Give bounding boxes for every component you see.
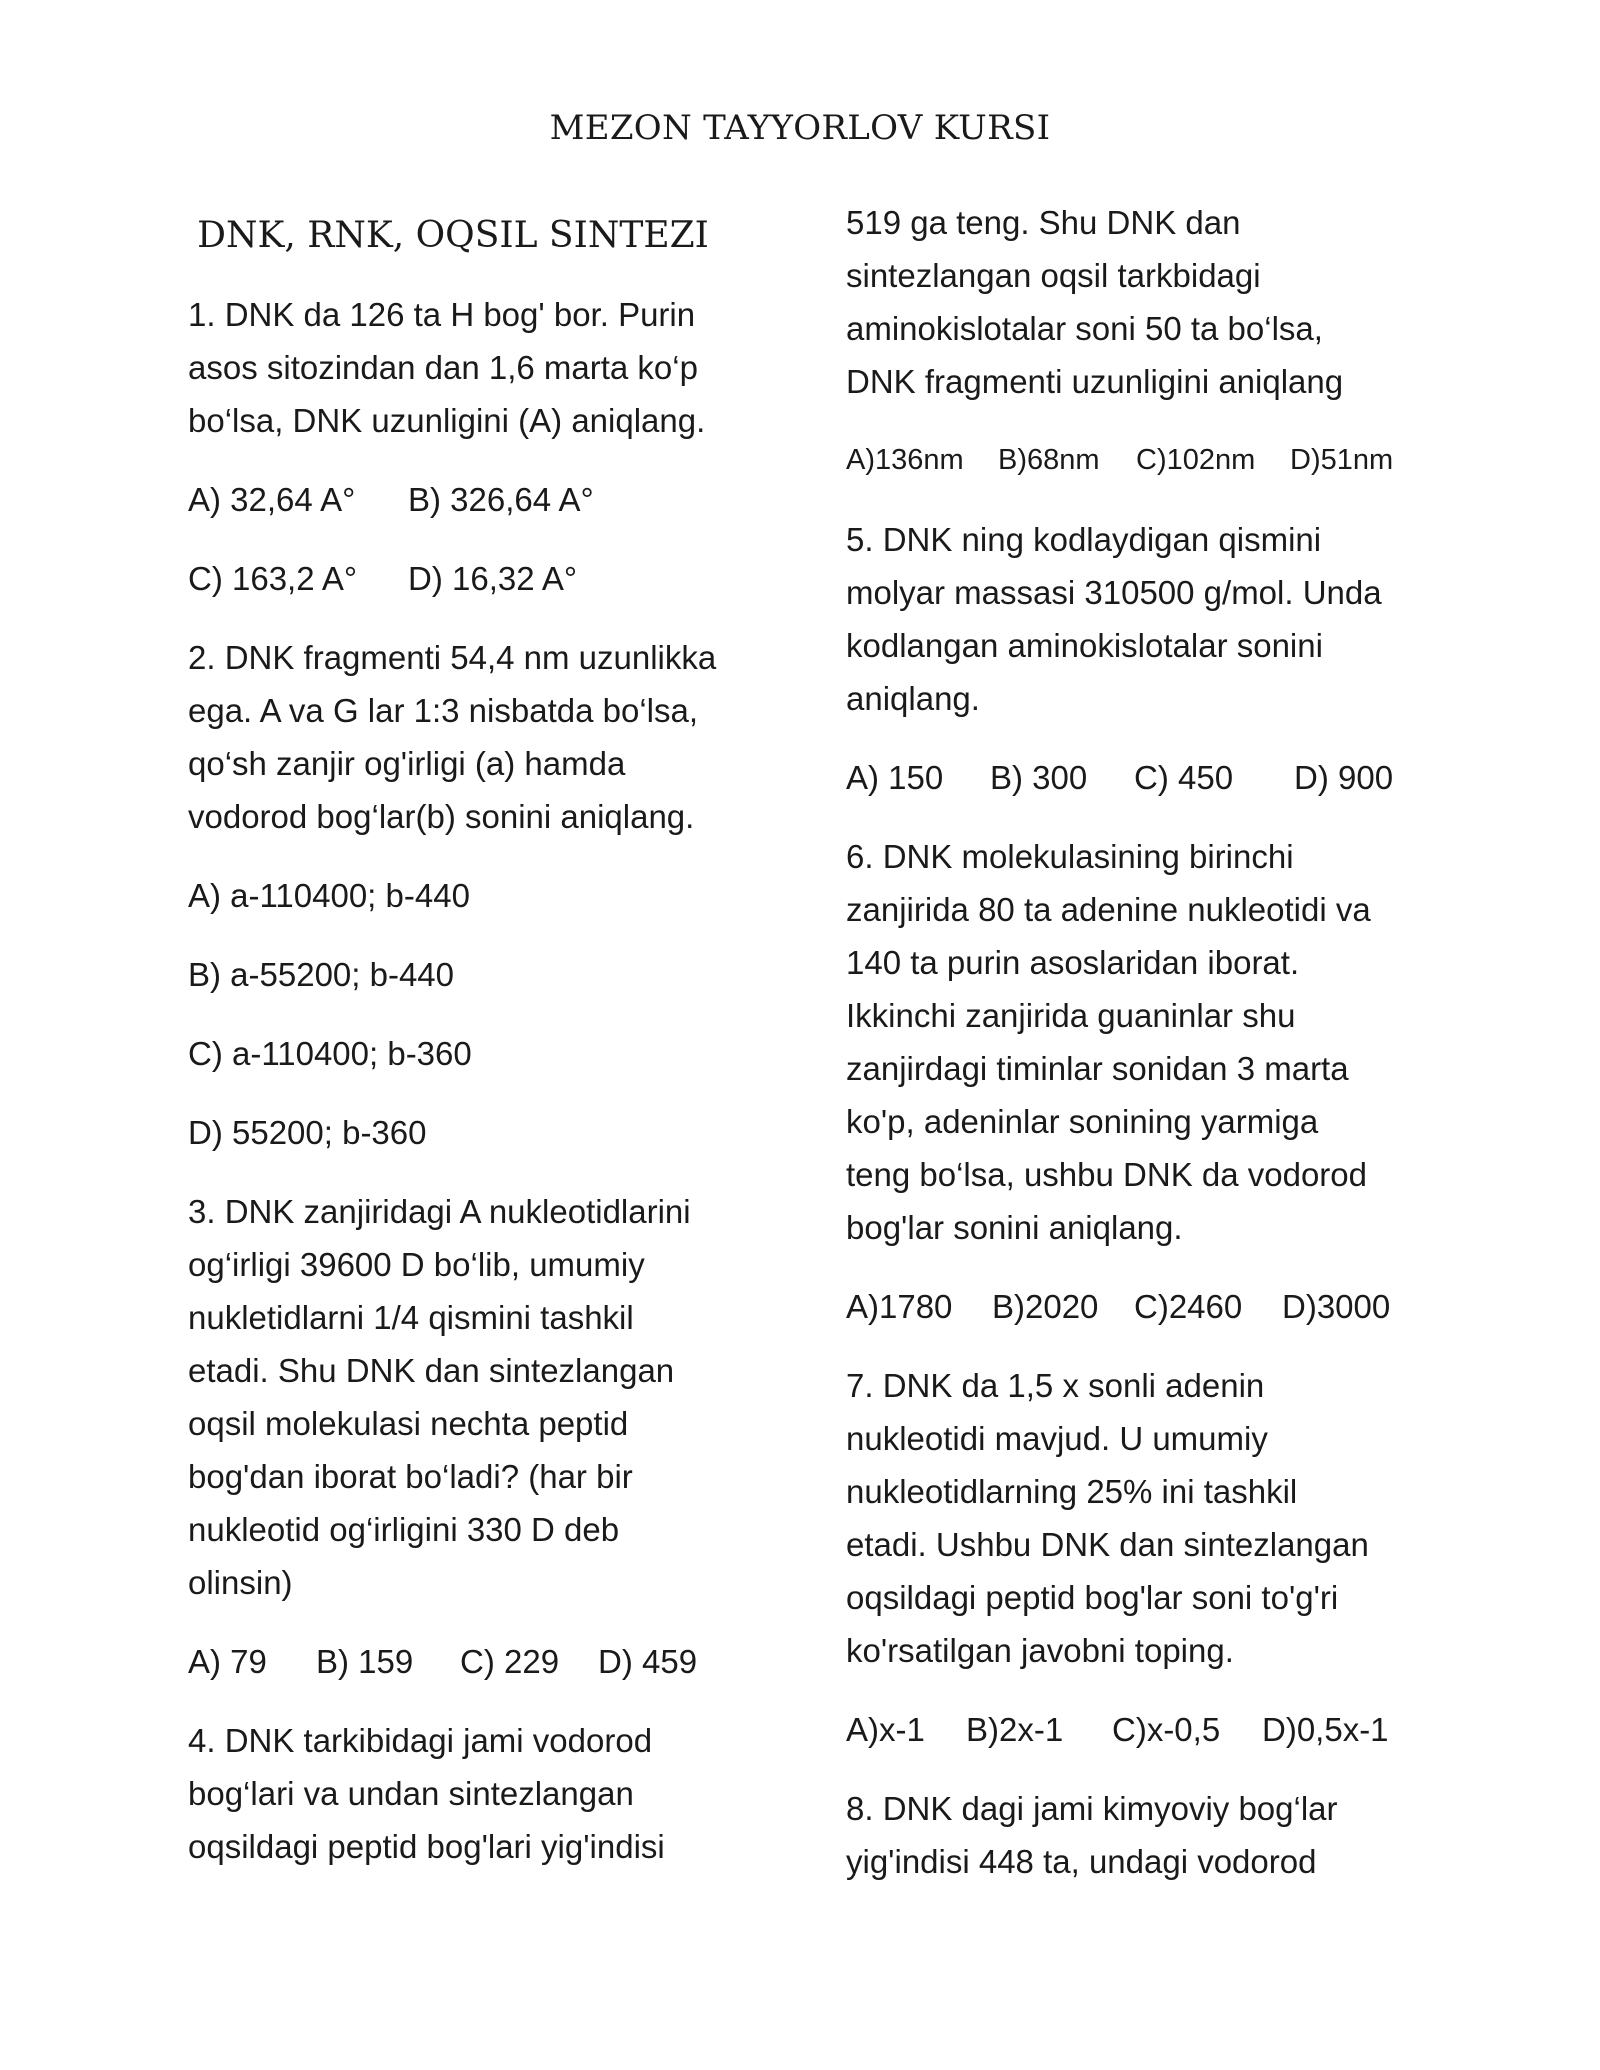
q3-option-d: D) 459 <box>598 1643 698 1680</box>
q7-option-b: B)2x-1 <box>966 1711 1064 1748</box>
q5-option-c: C) 450 <box>1134 759 1234 796</box>
q3-option-a: A) 79 <box>188 1643 267 1680</box>
q4-option-c: C)102nm <box>1136 444 1256 476</box>
q6-option-d: D)3000 <box>1282 1288 1391 1325</box>
q4-option-a: A)136nm <box>846 444 964 476</box>
q5-option-d: D) 900 <box>1294 759 1394 796</box>
q2-option-d: D) 55200; b-360 <box>188 1114 427 1151</box>
q7-option-c: C)x-0,5 <box>1112 1711 1221 1748</box>
q7-option-a: A)x-1 <box>846 1711 925 1748</box>
question-7-text: 7. DNK da 1,5 x sonli adenin nukleotidi mavjud. U umumiy nukleotidlarning 25% ini tashkil etadi. Ushbu DNK dan sintezlangan oqsildagi peptid bog'lar soni to'g'ri ko'rsatilgan javobni toping. <box>846 1367 1369 1669</box>
q6-option-b: B)2020 <box>992 1288 1099 1325</box>
right-column <box>846 196 1421 1914</box>
q2-option-b: B) a-55200; b-440 <box>188 956 455 993</box>
q1-option-d: D) 16,32 A° <box>408 560 578 597</box>
question-6-options <box>846 1280 1421 1333</box>
section-title: DNK, RNK, OQSIL SINTEZI <box>197 215 709 256</box>
question-4-text-start: 4. DNK tarkibidagi jami vodorod bog‘lari va undan sintezlangan oqsildagi peptid bog'lari yig'indisi <box>188 1722 665 1865</box>
question-4-options <box>846 434 1421 487</box>
question-8-text: 8. DNK dagi jami kimyoviy bog‘lar yig'indisi 448 ta, undagi vodorod <box>846 1790 1338 1880</box>
q6-option-c: C)2460 <box>1134 1288 1243 1325</box>
question-3-options <box>188 1635 748 1688</box>
question-1-options-row-1 <box>188 473 748 526</box>
q2-option-c: C) a-110400; b-360 <box>188 1035 472 1072</box>
question-4-text-continued: 519 ga teng. Shu DNK dan sintezlangan oqsil tarkbidagi aminokislotalar soni 50 ta bo‘lsa, DNK fragmenti uzunligini aniqlang <box>846 204 1344 400</box>
page-header: MEZON TAYYORLOV KURSI <box>549 108 1051 148</box>
q4-option-b: B)68nm <box>998 444 1100 476</box>
q1-option-b: B) 326,64 A° <box>408 481 594 518</box>
q2-option-a: A) a-110400; b-440 <box>188 877 470 914</box>
question-1-text: 1. DNK da 126 ta H bog' bor. Purin asos sitozindan dan 1,6 marta ko‘p bo‘lsa, DNK uzunligini (A) aniqlang. <box>188 296 706 439</box>
question-1-options-row-2 <box>188 552 748 605</box>
q3-option-b: B) 159 <box>316 1643 414 1680</box>
q3-option-c: C) 229 <box>460 1643 560 1680</box>
question-6-text: 6. DNK molekulasining birinchi zanjirida 80 ta adenine nukleotidi va 140 ta purin asoslaridan iborat. Ikkinchi zanjirida guaninlar shu zanjirdagi timinlar sonidan 3 marta ko'p, adeninlar sonining yarmiga teng bo‘lsa, ushbu DNK da vodorod bog'lar sonini aniqlang. <box>846 838 1371 1246</box>
q5-option-a: A) 150 <box>846 759 944 796</box>
q1-option-c: C) 163,2 A° <box>188 560 358 597</box>
question-2-text: 2. DNK fragmenti 54,4 nm uzunlikka ega. A va G lar 1:3 nisbatda bo‘lsa, qo‘sh zanjir og'irligi (a) hamda vodorod bog‘lar(b) sonini aniqlang. <box>188 639 717 835</box>
question-5-options <box>846 751 1421 804</box>
question-5-text: 5. DNK ning kodlaydigan qismini molyar massasi 310500 g/mol. Unda kodlangan aminokislotalar sonini aniqlang. <box>846 521 1382 717</box>
question-7-options <box>846 1703 1421 1756</box>
q1-option-a: A) 32,64 A° <box>188 481 356 518</box>
q7-option-d: D)0,5x-1 <box>1262 1711 1389 1748</box>
q6-option-a: A)1780 <box>846 1288 953 1325</box>
question-3-text: 3. DNK zanjiridagi A nukleotidlarini og‘irligi 39600 D bo‘lib, umumiy nukletidlarni 1/4 qismini tashkil etadi. Shu DNK dan sintezlangan oqsil molekulasi nechta peptid bog'dan iborat bo‘ladi? (har bir nukleotid og‘irligini 330 D deb olinsin) <box>188 1193 691 1601</box>
q4-option-d: D)51nm <box>1290 444 1394 476</box>
left-column <box>188 190 748 1899</box>
q5-option-b: B) 300 <box>990 759 1088 796</box>
